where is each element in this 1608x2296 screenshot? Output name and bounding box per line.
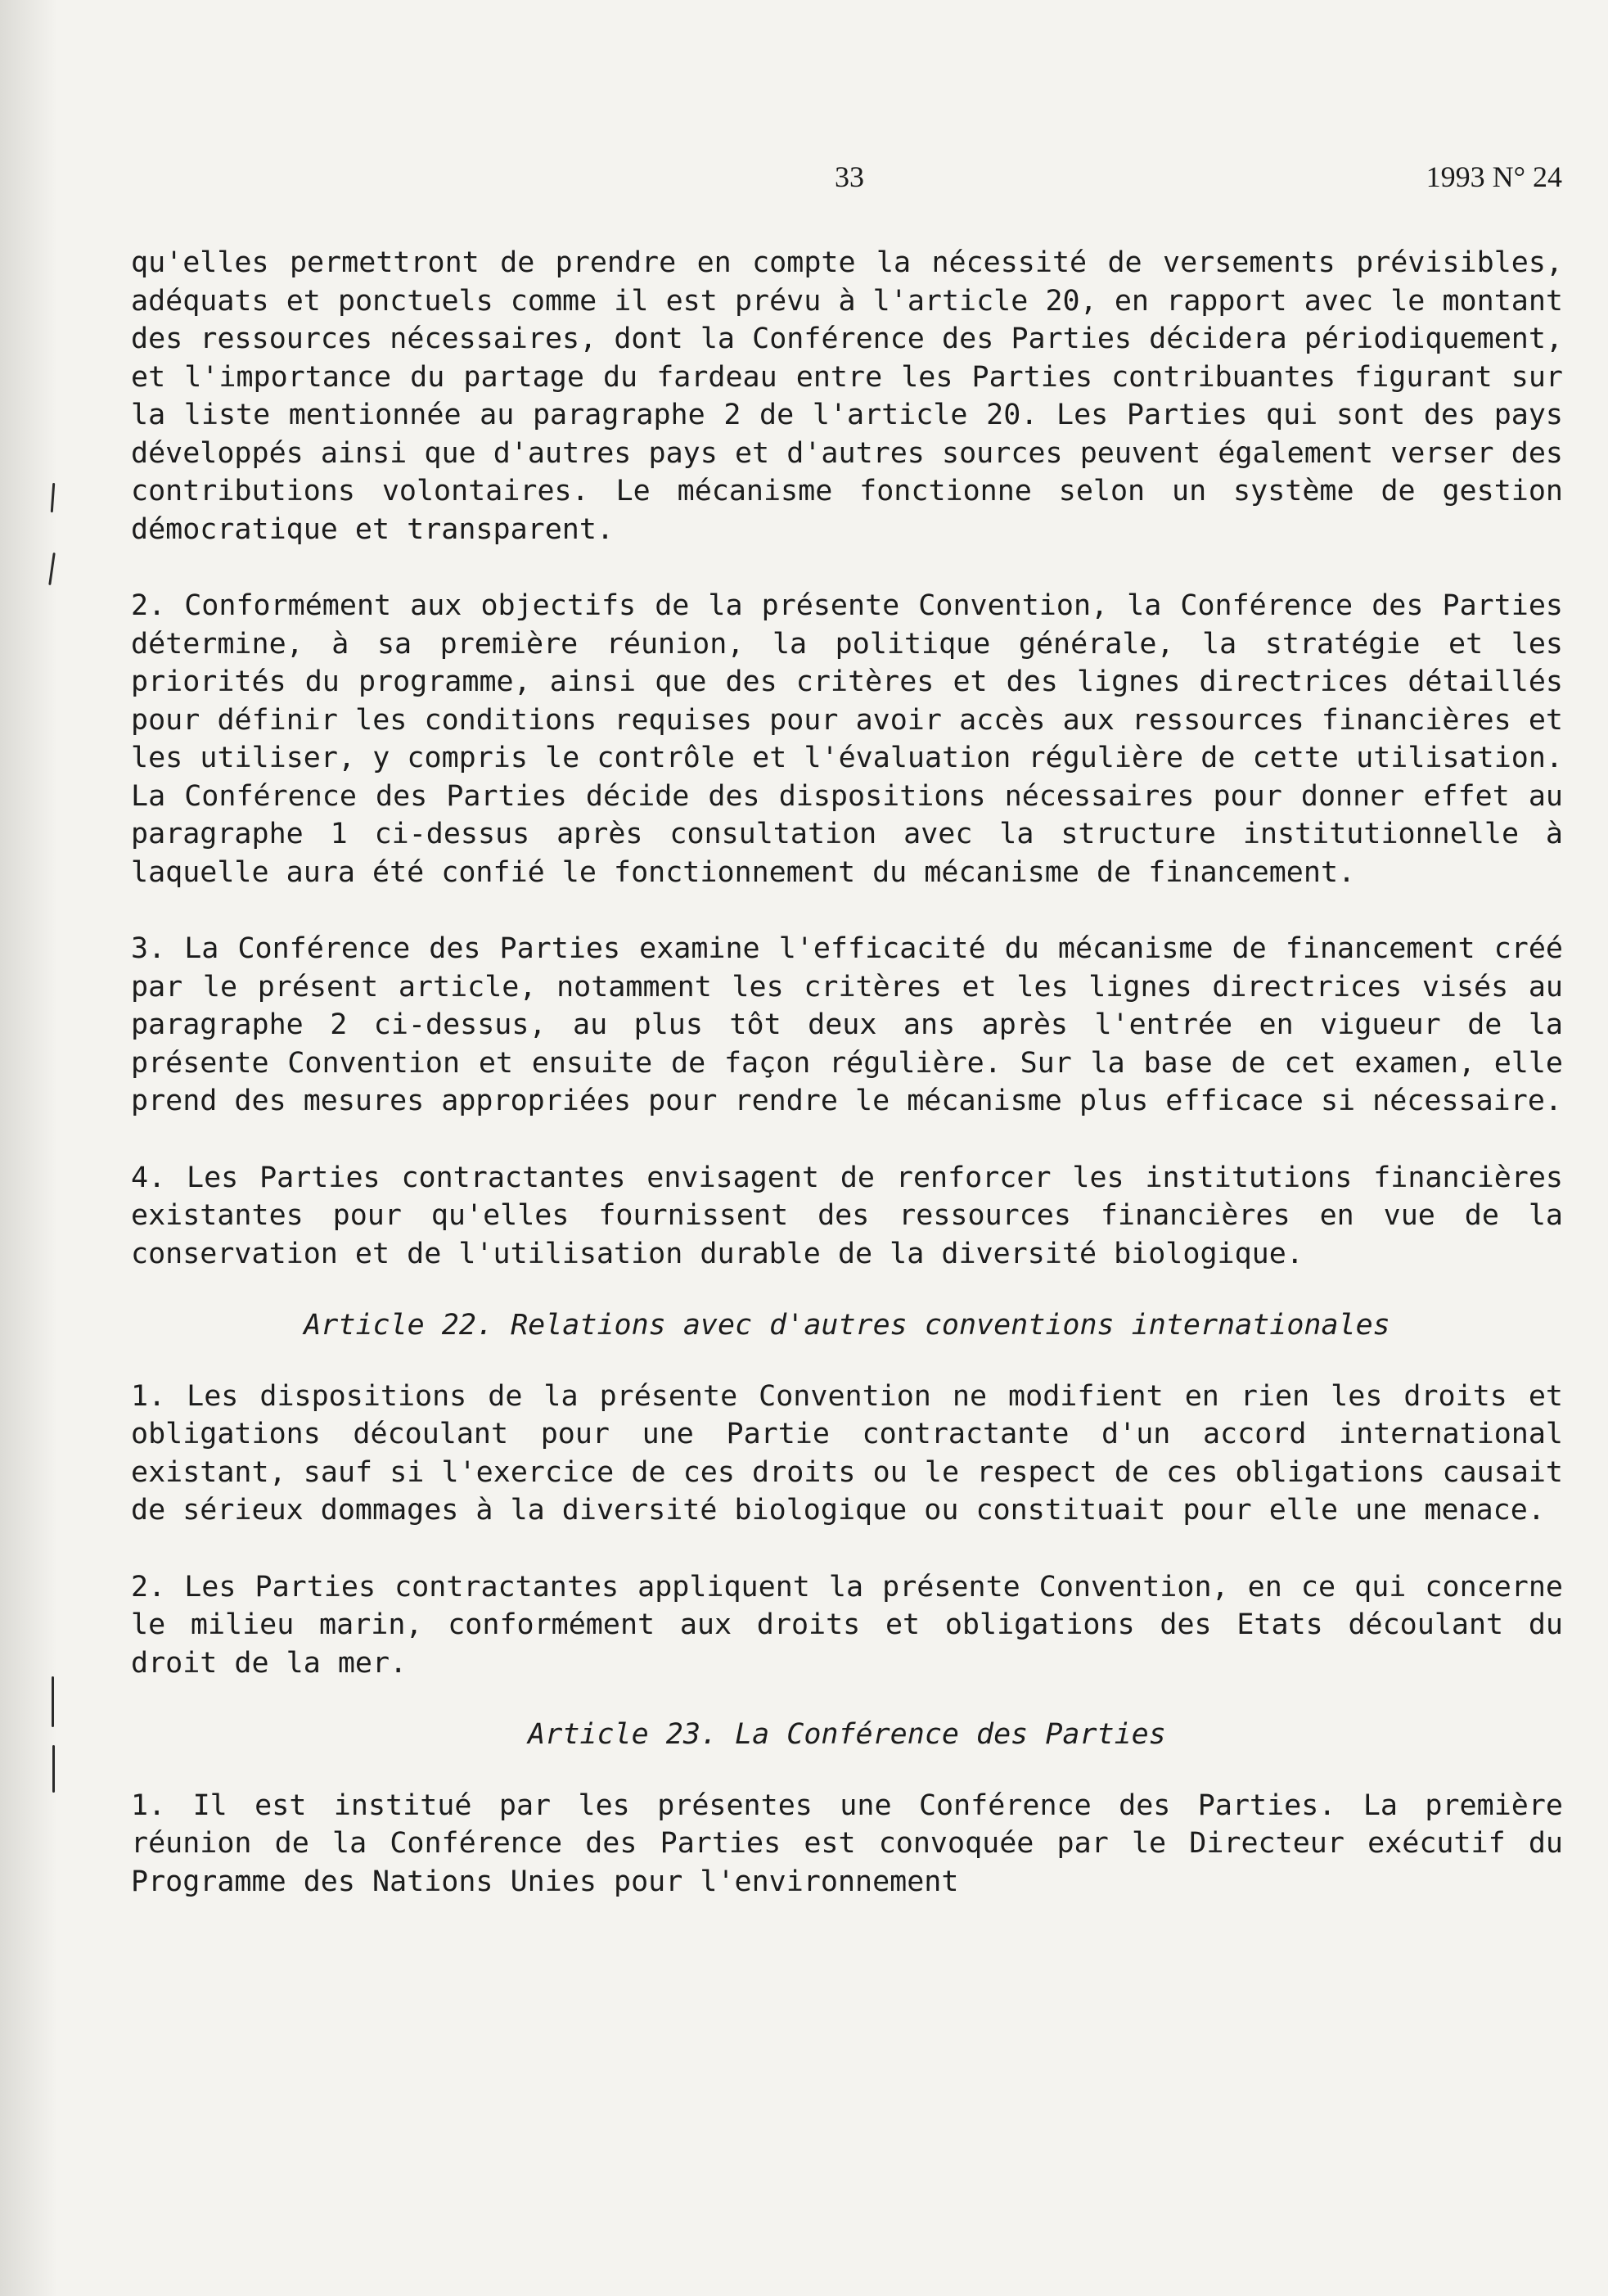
paragraph-2: 2. Conformément aux objectifs de la présente Convention, la Conférence des Parties détermine, à sa première réunion, la politique générale, la stratégie et les priorités du programme, ainsi que des critères et des lignes directrices détaillés pour définir les conditions requises pour avoir accès aux ressources financières et les utiliser, y compris le contrôle et l'évaluation régulière de cette utilisation. La Conférence des Parties décide des dispositions nécessaires pour donner effet au paragraphe 1 ci-dessus après consultation avec la structure institutionnelle à laquelle aura été confié le fonctionnement du mécanisme de financement. xyxy=(131,589,1563,889)
paragraph-4: 4. Les Parties contractantes envisagent de renforcer les institutions financières existantes pour qu'elles fournissent des ressources financières en vue de la conservation et de l'utilisation durable de la diversité biologique. xyxy=(131,1161,1563,1270)
page-number: 33 xyxy=(835,160,864,193)
paragraph-3: 3. La Conférence des Parties examine l'efficacité du mécanisme de financement créé par le présent article, notamment les critères et les lignes directrices visés au paragraphe 2 ci-dessus, au plus tôt deux ans après l'entrée en vigueur de la présente Convention et ensuite de façon régulière. Sur la base de cet examen, elle prend des mesures appropriées pour rendre le mécanisme plus efficace si nécessaire. xyxy=(131,932,1563,1117)
margin-mark xyxy=(52,1745,55,1793)
article-23-heading: Article 23. La Conférence des Parties xyxy=(528,1718,1166,1751)
page-header xyxy=(0,160,1608,201)
document-body xyxy=(131,244,1563,1901)
paragraph-continuation: qu'elles permettront de prendre en compte la nécessité de versements prévisibles, adéquats et ponctuels comme il est prévu à l'article 20, en rapport avec le montant des ressources nécessaires, dont la Conférence des Parties décidera périodiquement, et l'importance du partage du fardeau entre les Parties contribuantes figurant sur la liste mentionnée au paragraphe 2 de l'article 20. Les Parties qui sont des pays développés ainsi que d'autres pays et d'autres sources peuvent également verser des contributions volontaires. Le mécanisme fonctionne selon un système de gestion démocratique et transparent. xyxy=(131,246,1563,546)
article-22-paragraph-1: 1. Les dispositions de la présente Convention ne modifient en rien les droits et obligations découlant pour une Partie contractante d'un accord international existant, sauf si l'exercice de ces droits ou le respect de ces obligations causait de sérieux dommages à la diversité biologique ou constituait pour elle une menace. xyxy=(131,1379,1563,1527)
page-edge-shadow xyxy=(0,0,57,2296)
article-22-paragraph-2: 2. Les Parties contractantes appliquent la présente Convention, en ce qui concerne le milieu marin, conformément aux droits et obligations des Etats découlant du droit de la mer. xyxy=(131,1570,1563,1680)
margin-mark xyxy=(52,1676,54,1727)
article-23-paragraph-1: 1. Il est institué par les présentes une Conférence des Parties. La première réunion de la Conférence des Parties est convoquée par le Directeur exécutif du Programme des Nations Unies pour l'environnement xyxy=(131,1789,1563,1898)
journal-reference: 1993 N° 24 xyxy=(1426,160,1562,193)
article-22-heading: Article 22. Relations avec d'autres conventions internationales xyxy=(304,1309,1390,1342)
